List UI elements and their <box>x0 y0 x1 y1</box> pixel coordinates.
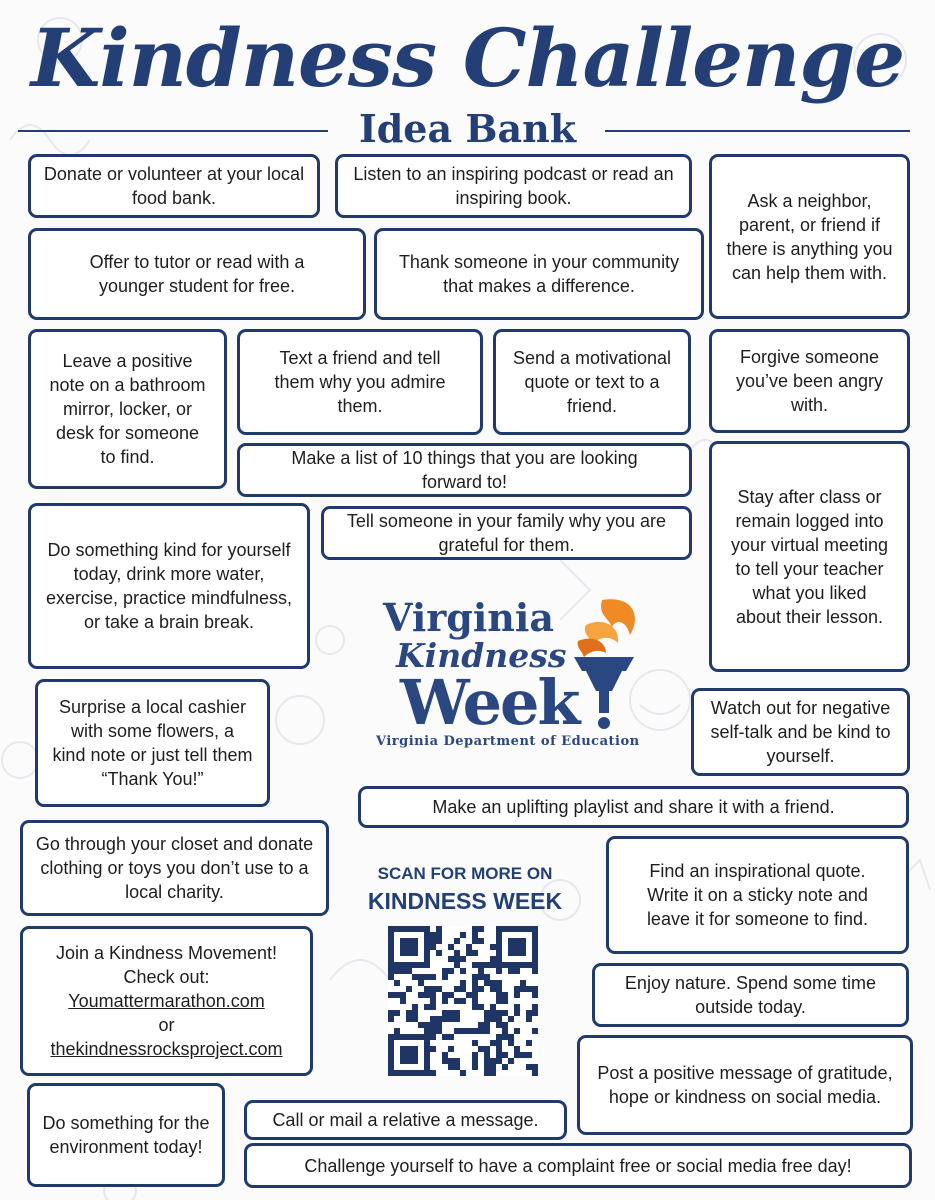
youmattermarathon-link[interactable]: Youmattermarathon.com <box>68 991 265 1011</box>
idea-card: Find an inspirational quote. Write it on a sticky note and leave it for someone to find. <box>606 836 909 954</box>
scan-prompt <box>350 862 580 916</box>
idea-card: Listen to an inspiring podcast or read an inspiring book. <box>335 154 692 218</box>
logo-org-name: Virginia Department of Education <box>376 734 640 749</box>
movement-intro: Join a Kindness Movement! Check out: <box>55 943 278 987</box>
virginia-kindness-week-logo <box>366 595 666 760</box>
movement-or: or <box>158 1015 175 1035</box>
idea-card: Send a motivational quote or text to a friend. <box>493 329 691 435</box>
idea-card: Watch out for negative self-talk and be kind to yourself. <box>691 688 910 776</box>
idea-card: Forgive someone you’ve been angry with. <box>709 329 910 433</box>
qr-code[interactable] <box>388 926 538 1076</box>
scan-line-1: SCAN FOR MORE ON <box>377 864 553 883</box>
idea-card: Offer to tutor or read with a younger student for free. <box>28 228 366 320</box>
idea-card: Post a positive message of gratitude, hope or kindness on social media. <box>577 1035 913 1135</box>
idea-card: Stay after class or remain logged into your virtual meeting to tell your teacher what you liked about their lesson. <box>709 441 910 672</box>
idea-card: Do something kind for yourself today, drink more water, exercise, practice mindfulness, or take a brain break. <box>28 503 310 669</box>
idea-card: Surprise a local cashier with some flowers, a kind note or just tell them “Thank You!” <box>35 679 270 807</box>
idea-card: Tell someone in your family why you are grateful for them. <box>321 506 692 560</box>
idea-card: Make a list of 10 things that you are looking forward to! <box>237 443 692 497</box>
scan-line-2: KINDNESS WEEK <box>367 888 563 914</box>
page-title: Kindness Challenge <box>30 11 905 105</box>
logo-word-kindness: Kindness <box>396 636 567 675</box>
idea-card: Call or mail a relative a message. <box>244 1100 567 1140</box>
idea-card: Enjoy nature. Spend some time outside today. <box>592 963 909 1027</box>
idea-card: Ask a neighbor, parent, or friend if there is anything you can help them with. <box>709 154 910 319</box>
idea-card: Thank someone in your community that makes a difference. <box>374 228 704 320</box>
kindness-movement-card <box>20 926 313 1076</box>
idea-card: Text a friend and tell them why you admire them. <box>237 329 483 435</box>
idea-card: Challenge yourself to have a complaint free or social media free day! <box>244 1143 912 1188</box>
idea-card: Leave a positive note on a bathroom mirror, locker, or desk for someone to find. <box>28 329 227 489</box>
idea-card: Make an uplifting playlist and share it with a friend. <box>358 786 909 828</box>
kindnessrocks-link[interactable]: thekindnessrocksproject.com <box>50 1039 283 1059</box>
torch-icon <box>572 595 644 735</box>
logo-word-virginia: Virginia <box>383 595 554 640</box>
idea-card: Go through your closet and donate clothing or toys you don’t use to a local charity. <box>20 820 329 916</box>
page-subtitle: Idea Bank <box>358 106 577 151</box>
logo-word-week: Week <box>400 666 579 739</box>
idea-card: Donate or volunteer at your local food bank. <box>28 154 320 218</box>
idea-card: Do something for the environment today! <box>27 1083 225 1187</box>
